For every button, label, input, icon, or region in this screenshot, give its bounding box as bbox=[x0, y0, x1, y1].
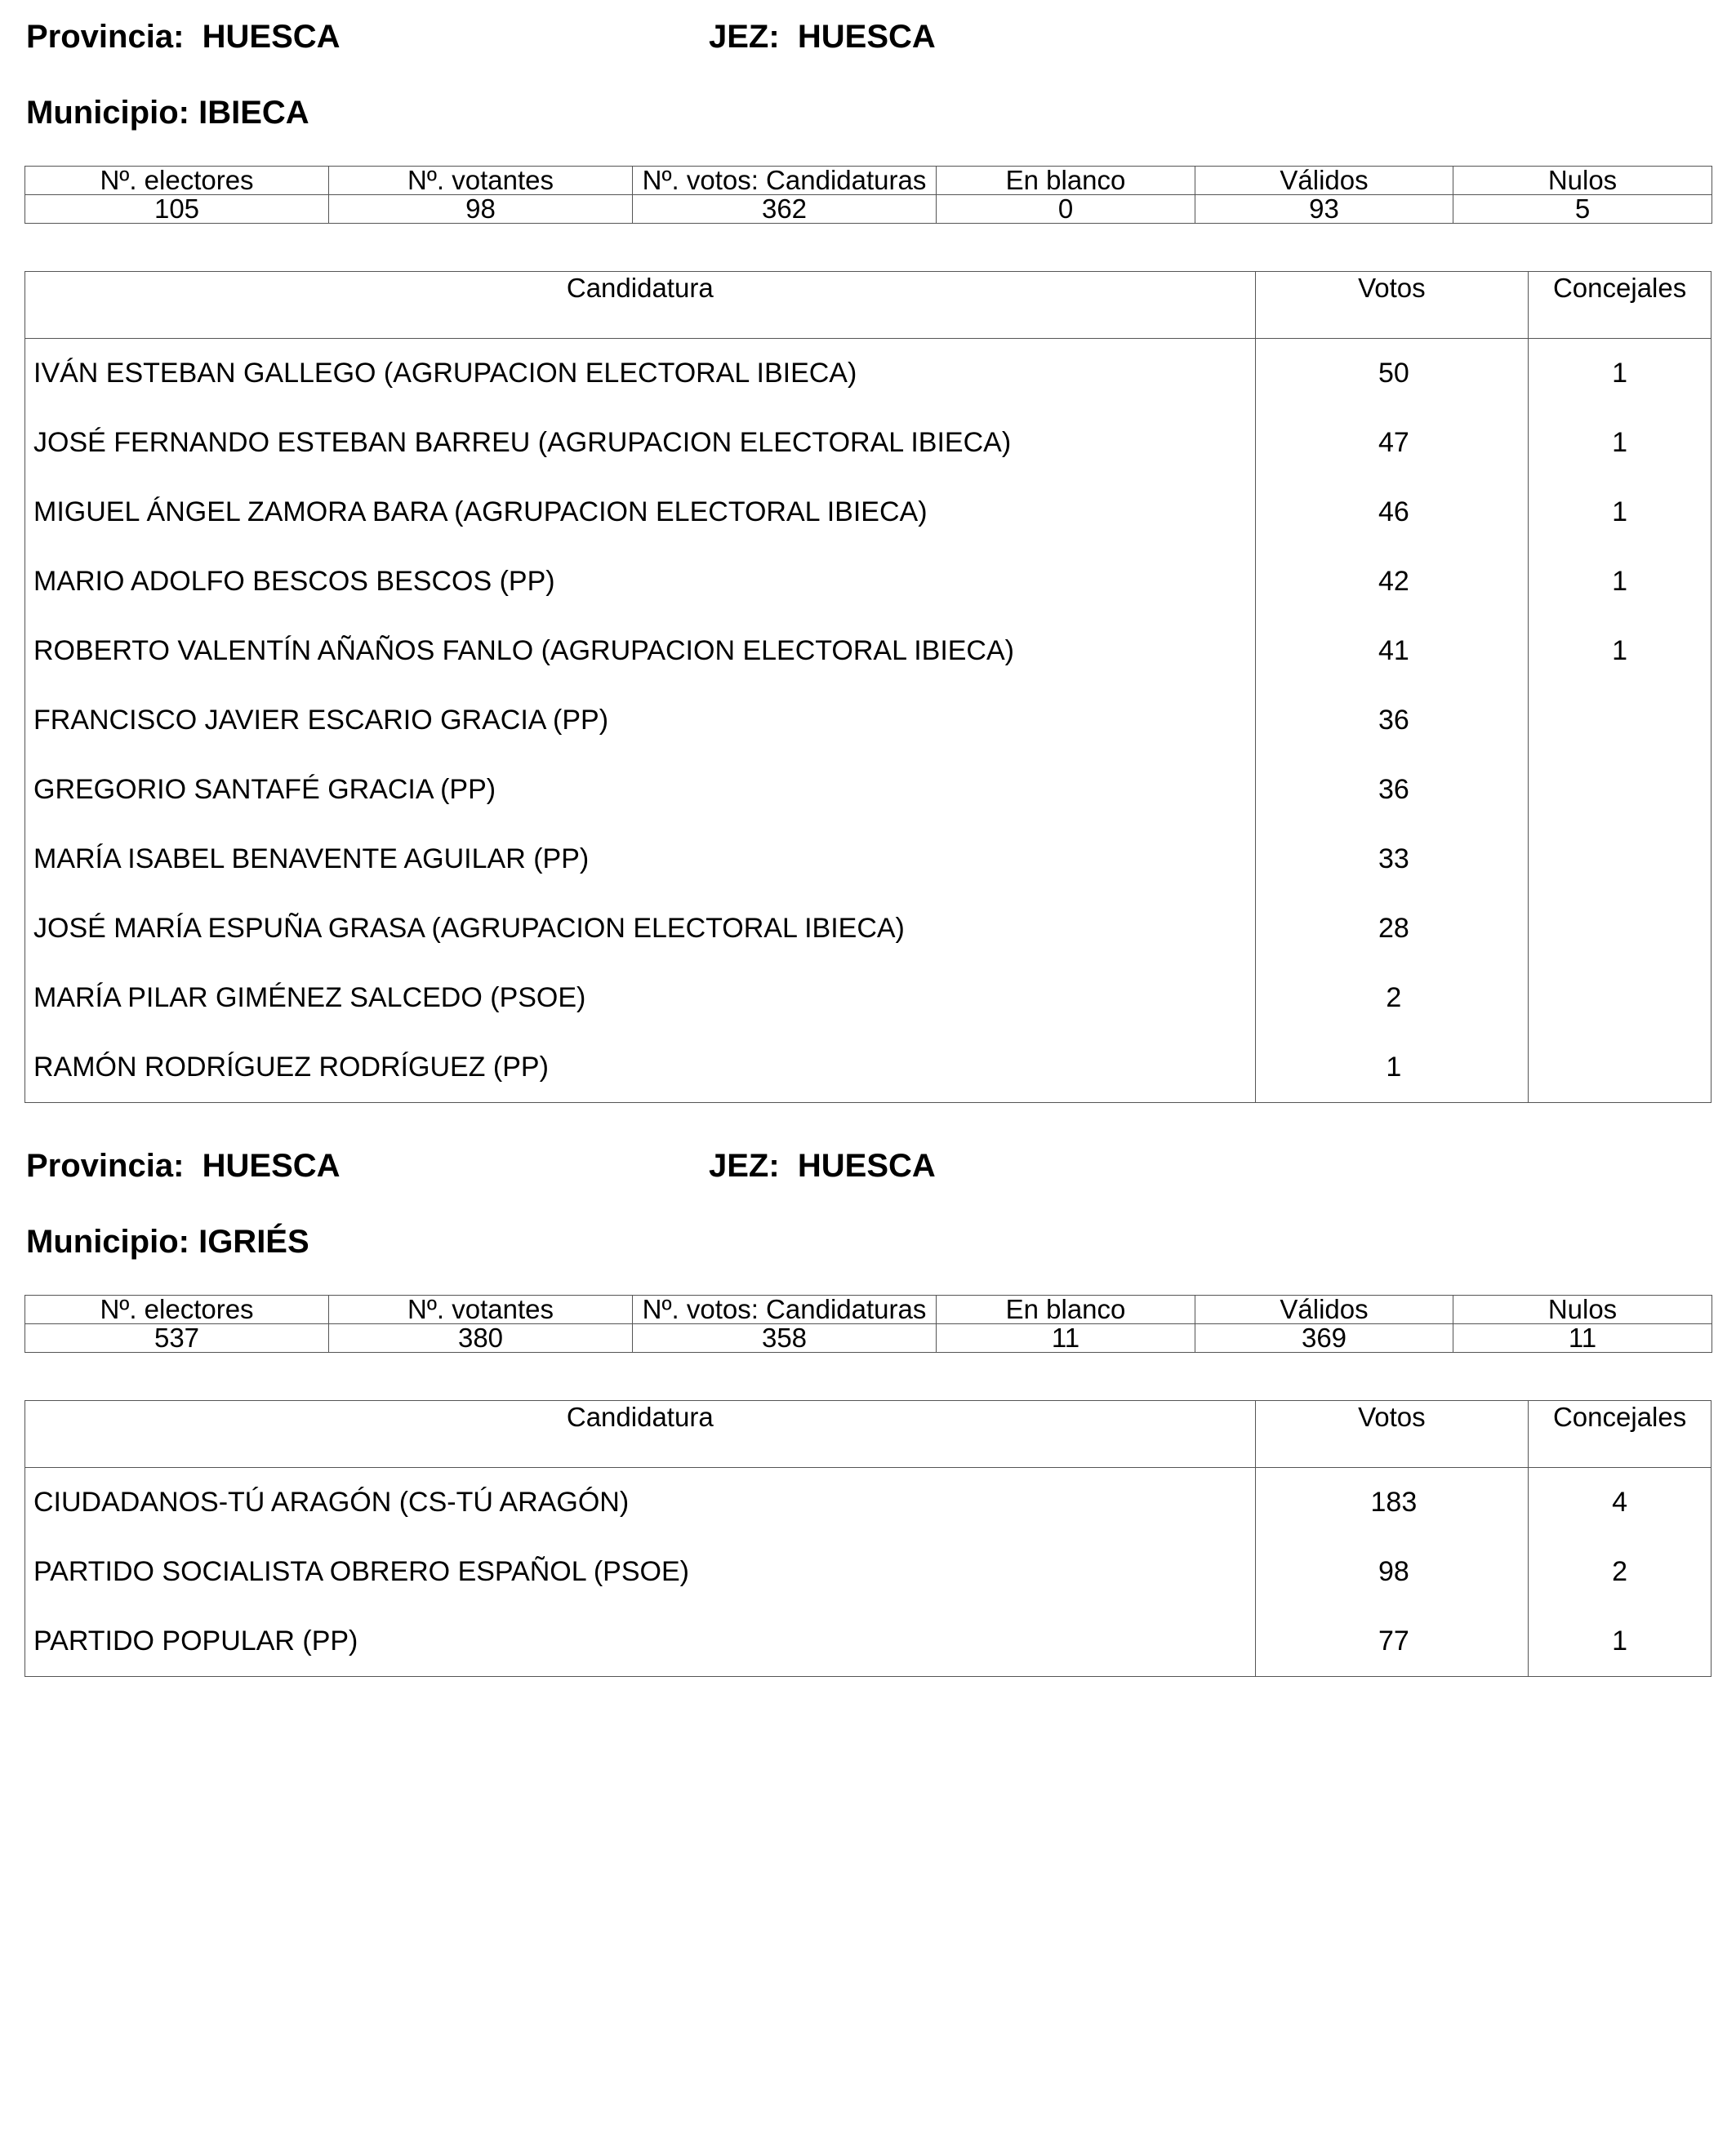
summary-header-cell: Válidos bbox=[1195, 1296, 1453, 1324]
candidate-votes: 50 bbox=[1256, 339, 1529, 408]
candidate-seats bbox=[1529, 755, 1711, 825]
header-candidatura: Candidatura bbox=[25, 1401, 1256, 1467]
summary-value-cell: 11 bbox=[1453, 1324, 1712, 1353]
candidate-name: PARTIDO SOCIALISTA OBRERO ESPAÑOL (PSOE) bbox=[25, 1537, 1256, 1607]
candidate-votes: 98 bbox=[1256, 1537, 1529, 1607]
candidate-name: IVÁN ESTEBAN GALLEGO (AGRUPACION ELECTORAL IBIECA) bbox=[25, 339, 1256, 408]
candidate-votes: 47 bbox=[1256, 408, 1529, 478]
summary-header-cell: Válidos bbox=[1195, 167, 1453, 195]
summary-value-cell: 11 bbox=[937, 1324, 1195, 1353]
summary-header-cell: Nº. votantes bbox=[329, 167, 633, 195]
candidate-name: CIUDADANOS-TÚ ARAGÓN (CS-TÚ ARAGÓN) bbox=[25, 1468, 1256, 1537]
header-votos: Votos bbox=[1256, 1401, 1529, 1467]
table-row bbox=[25, 616, 1711, 686]
candidates-rows bbox=[25, 1468, 1711, 1676]
summary-value-cell: 98 bbox=[329, 195, 633, 224]
summary-header-cell: Nº. votos: Candidaturas bbox=[633, 1296, 937, 1324]
candidate-votes: 183 bbox=[1256, 1468, 1529, 1537]
summary-value-cell: 0 bbox=[937, 195, 1195, 224]
candidate-seats: 2 bbox=[1612, 1556, 1628, 1587]
summary-header-cell: En blanco bbox=[937, 167, 1195, 195]
summary-header-cell: En blanco bbox=[937, 1296, 1195, 1324]
candidates-rows bbox=[25, 339, 1711, 1102]
municipio-heading: Municipio: IGRIÉS bbox=[26, 1224, 309, 1260]
summary-table bbox=[24, 166, 1712, 224]
summary-header-row bbox=[25, 167, 1712, 195]
candidate-votes: 28 bbox=[1256, 894, 1529, 963]
table-row bbox=[25, 1607, 1711, 1676]
candidates-header-row bbox=[25, 272, 1711, 339]
candidates-table bbox=[24, 1400, 1712, 1677]
summary-header-cell: Nº. votantes bbox=[329, 1296, 633, 1324]
summary-value-cell: 358 bbox=[633, 1324, 937, 1353]
table-row bbox=[25, 1468, 1711, 1537]
table-row bbox=[25, 408, 1711, 478]
summary-table bbox=[24, 1295, 1712, 1353]
candidate-name: GREGORIO SANTAFÉ GRACIA (PP) bbox=[25, 755, 1256, 825]
candidate-votes: 42 bbox=[1256, 547, 1529, 616]
candidate-votes: 36 bbox=[1256, 686, 1529, 755]
summary-value-row bbox=[25, 1324, 1712, 1353]
candidate-seats bbox=[1529, 963, 1711, 1033]
summary-value-cell: 5 bbox=[1453, 195, 1712, 224]
candidate-votes: 46 bbox=[1256, 478, 1529, 547]
candidate-votes: 41 bbox=[1256, 616, 1529, 686]
summary-value-cell: 93 bbox=[1195, 195, 1453, 224]
provincia-heading: Provincia: HUESCA bbox=[26, 19, 341, 55]
summary-header-cell: Nulos bbox=[1453, 167, 1712, 195]
table-row bbox=[25, 894, 1711, 963]
table-row bbox=[25, 686, 1711, 755]
provincia-heading: Provincia: HUESCA bbox=[26, 1148, 341, 1184]
candidate-votes: 33 bbox=[1256, 825, 1529, 894]
summary-header-row bbox=[25, 1296, 1712, 1324]
candidates-header-row bbox=[25, 1401, 1711, 1468]
municipio-heading: Municipio: IBIECA bbox=[26, 95, 309, 131]
candidate-seats: 1 bbox=[1612, 427, 1628, 458]
header-candidatura: Candidatura bbox=[25, 272, 1256, 338]
table-row bbox=[25, 1033, 1711, 1102]
candidate-name: FRANCISCO JAVIER ESCARIO GRACIA (PP) bbox=[25, 686, 1256, 755]
jez-heading: JEZ: HUESCA bbox=[709, 1148, 936, 1184]
candidate-votes: 1 bbox=[1256, 1033, 1529, 1102]
candidate-name: MARÍA PILAR GIMÉNEZ SALCEDO (PSOE) bbox=[25, 963, 1256, 1033]
table-row bbox=[25, 963, 1711, 1033]
candidate-votes: 77 bbox=[1256, 1607, 1529, 1676]
candidate-name: PARTIDO POPULAR (PP) bbox=[25, 1607, 1256, 1676]
table-row bbox=[25, 339, 1711, 408]
candidate-name: ROBERTO VALENTÍN AÑAÑOS FANLO (AGRUPACION ELECTORAL IBIECA) bbox=[25, 616, 1256, 686]
candidate-votes: 2 bbox=[1256, 963, 1529, 1033]
candidate-name: MIGUEL ÁNGEL ZAMORA BARA (AGRUPACION ELECTORAL IBIECA) bbox=[25, 478, 1256, 547]
candidates-table bbox=[24, 271, 1712, 1103]
summary-header-cell: Nº. electores bbox=[25, 167, 329, 195]
summary-value-cell: 362 bbox=[633, 195, 937, 224]
candidate-seats: 1 bbox=[1612, 566, 1628, 597]
summary-value-cell: 380 bbox=[329, 1324, 633, 1353]
header-votos: Votos bbox=[1256, 272, 1529, 338]
header-concejales: Concejales bbox=[1552, 273, 1687, 303]
header-concejales: Concejales bbox=[1552, 1402, 1687, 1432]
summary-header-cell: Nº. votos: Candidaturas bbox=[633, 167, 937, 195]
candidate-seats: 4 bbox=[1612, 1487, 1628, 1518]
candidate-seats bbox=[1529, 686, 1711, 755]
candidate-seats bbox=[1529, 1033, 1711, 1102]
table-row bbox=[25, 825, 1711, 894]
summary-value-cell: 369 bbox=[1195, 1324, 1453, 1353]
candidate-seats: 1 bbox=[1612, 1625, 1628, 1657]
summary-value-row bbox=[25, 195, 1712, 224]
candidate-name: RAMÓN RODRÍGUEZ RODRÍGUEZ (PP) bbox=[25, 1033, 1256, 1102]
table-row bbox=[25, 478, 1711, 547]
summary-header-cell: Nulos bbox=[1453, 1296, 1712, 1324]
candidate-name: JOSÉ FERNANDO ESTEBAN BARREU (AGRUPACION ELECTORAL IBIECA) bbox=[25, 408, 1256, 478]
candidate-name: JOSÉ MARÍA ESPUÑA GRASA (AGRUPACION ELECTORAL IBIECA) bbox=[25, 894, 1256, 963]
table-row bbox=[25, 755, 1711, 825]
jez-heading: JEZ: HUESCA bbox=[709, 19, 936, 55]
candidate-seats: 1 bbox=[1612, 635, 1628, 666]
summary-value-cell: 537 bbox=[25, 1324, 329, 1353]
candidate-name: MARÍA ISABEL BENAVENTE AGUILAR (PP) bbox=[25, 825, 1256, 894]
candidate-seats bbox=[1529, 894, 1711, 963]
summary-header-cell: Nº. electores bbox=[25, 1296, 329, 1324]
candidate-name: MARIO ADOLFO BESCOS BESCOS (PP) bbox=[25, 547, 1256, 616]
summary-value-cell: 105 bbox=[25, 195, 329, 224]
table-row bbox=[25, 547, 1711, 616]
candidate-seats bbox=[1529, 825, 1711, 894]
candidate-seats: 1 bbox=[1612, 496, 1628, 527]
candidate-votes: 36 bbox=[1256, 755, 1529, 825]
candidate-seats: 1 bbox=[1612, 358, 1628, 389]
table-row bbox=[25, 1537, 1711, 1607]
